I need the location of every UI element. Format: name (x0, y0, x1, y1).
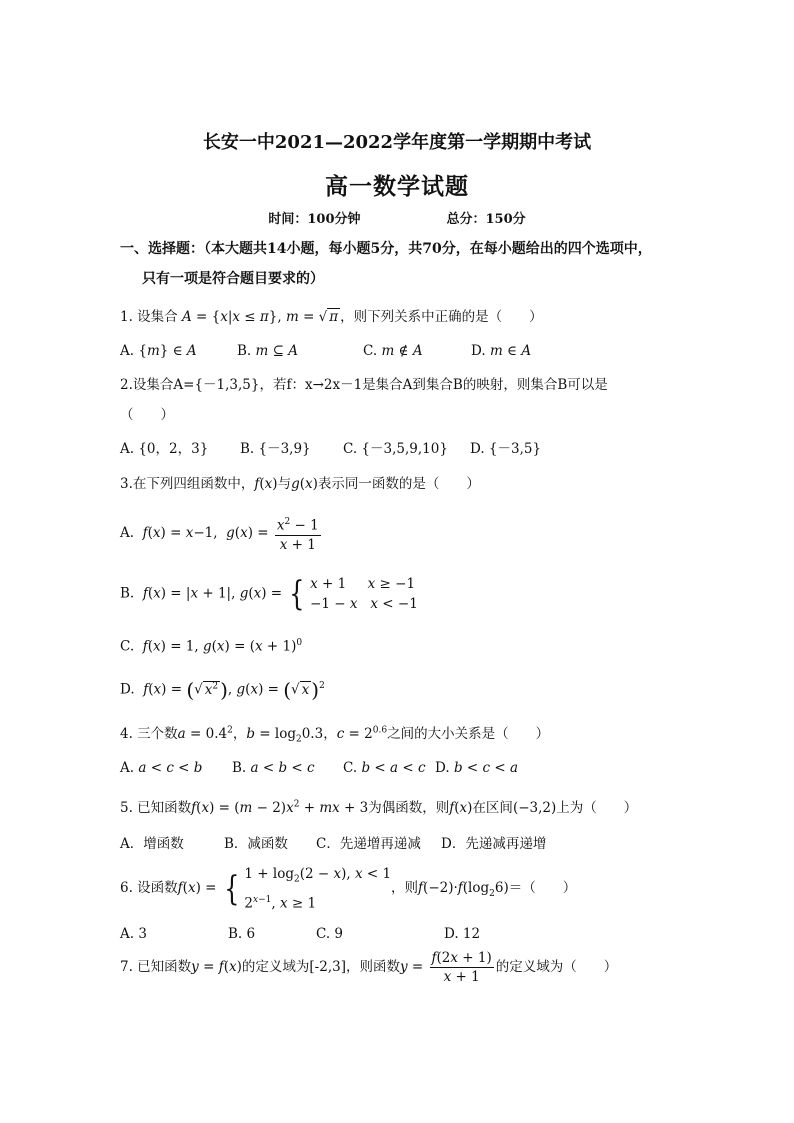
q4-option-b: B. a < b < c (232, 760, 315, 776)
q6-option-b: B. 6 (228, 926, 256, 942)
q4-option-d: D. b < c < a (435, 760, 519, 776)
q5-option-d: D．先递减再递增 (441, 836, 547, 852)
question-2-blank: （ ） (120, 407, 174, 423)
question-1: 1. 设集合 A = {x|x ≤ π}, m = √ π ，则下列关系中正确的是（ ） (120, 309, 543, 325)
q1-math: A = {x|x ≤ π}, m = √ π (181, 309, 339, 325)
q1-option-b: B. m ⊆ A (237, 343, 298, 359)
q3-option-d: D. f(x) = (√ $x^2$ ), g(x) = (√ x )$^2$ (120, 678, 325, 702)
q1-option-c: C. m ∉ A (363, 343, 423, 359)
q5-option-a: A．增函数 (120, 836, 184, 852)
q5-option-c: C．先递增再递减 (316, 836, 421, 852)
question-2: 2.设集合A={－1,3,5}，若f：x→2x－1是集合A到集合B的映射，则集合B可以是 (120, 377, 608, 393)
question-6: 6. 设函数f(x) = { $1 + \log_2(2 - x)$, x < 1 $2^{x-1}$, x ≥ 1 ，则$f(-2)\cdot f(\log_26)=$（ ） (120, 866, 577, 912)
exam-meta (0, 208, 794, 227)
question-5: 5. 已知函数$f(x) = (m - 2)x^2$ + mx + 3为偶函数，则f(x)在区间(−3,2)上为（ ） (120, 799, 638, 816)
q6-option-d: D. 12 (444, 926, 481, 942)
q6-option-c: C. 9 (316, 926, 344, 942)
question-3: 3.在下列四组函数中，f(x)与g(x)表示同一函数的是（ ） (120, 476, 480, 492)
q3-option-a: A. f(x) = x−1, g(x) = $\frac{x^2 - 1}{x + 1}$ (120, 514, 323, 553)
exam-title: 长安一中2021—2022学年度第一学期期中考试 (202, 132, 592, 153)
q1-option-a: A. {m} ∈ A (120, 343, 197, 359)
q5-option-b: B．减函数 (224, 836, 288, 852)
q4-option-c: C. b < a < c (343, 760, 426, 776)
q3-option-b: B. f(x) = |x + 1|, g(x) = { x + 1 x ≥ −1 −1 − x x < −1 (120, 574, 418, 614)
q2-option-c: C. {－3,5,9,10} (343, 441, 448, 457)
q2-option-b: B. {－3,9} (240, 441, 311, 457)
exam-subtitle: 高一数学试题 (325, 173, 469, 200)
q4-option-a: A. a < c < b (120, 760, 203, 776)
question-7: 7. 已知函数y = f(x)的定义域为[-2,3]，则函数y = $\frac{f(2x + 1)}{x + 1}$ 的定义域为（ ） (120, 950, 618, 985)
question-4: 4. 三个数$a = 0.4^2$，$b = \log_20.3$，$c = 2^{0.6}$之间的大小关系是（ ） (120, 725, 550, 745)
q2-option-a: A. {0，2，3} (120, 441, 209, 457)
exam-time: 时间：100分钟 (268, 212, 361, 227)
q6-option-a: A. 3 (120, 926, 147, 942)
q2-option-d: D. {－3,5} (470, 441, 542, 457)
section-heading-line1: 一、选择题：（本大题共14小题，每小题5分，共70分，在每小题给出的四个选项中， (120, 241, 652, 257)
q1-option-d: D. m ∈ A (471, 343, 532, 359)
q3-option-c: C. f(x) = 1, $g(x) = (x + 1)^0$ (120, 638, 303, 655)
exam-score: 总分：150分 (446, 212, 526, 227)
section-heading-line2: 只有一项是符合题目要求的） (142, 271, 324, 287)
